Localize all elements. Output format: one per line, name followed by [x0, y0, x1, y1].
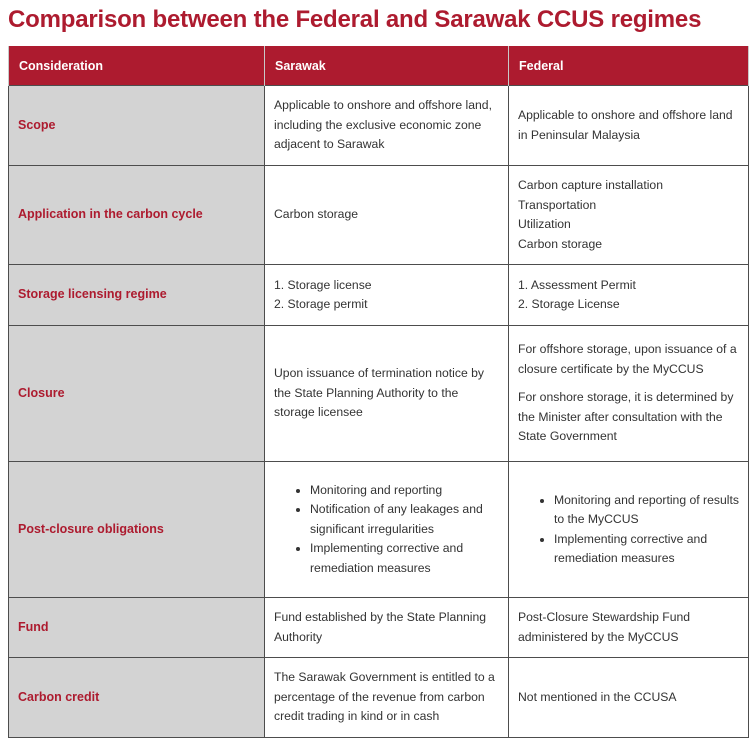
list-item: • Implementing corrective and remediation measures	[310, 539, 499, 578]
row-label-post-closure: Post-closure obligations	[9, 462, 265, 598]
federal-application-line: Utilization	[518, 217, 571, 231]
list-item: • Implementing corrective and remediation measures	[554, 530, 739, 569]
row-label-fund: Fund	[9, 598, 265, 658]
list-item: • Notification of any leakages and significant irregularities	[310, 500, 499, 539]
federal-closure-onshore: For onshore storage, it is determined by the Minister after consultation with the State Government	[518, 390, 734, 444]
federal-cell-closure	[509, 326, 749, 462]
row-label-licensing: Storage licensing regime	[9, 265, 265, 326]
sarawak-cell-fund: Fund established by the State Planning Authority	[265, 598, 509, 658]
table-row	[9, 166, 749, 265]
header-federal: Federal	[509, 46, 749, 86]
sarawak-cell-scope: Applicable to onshore and offshore land, including the exclusive economic zone adjacent to Sarawak	[265, 86, 509, 166]
federal-application-line: Transportation	[518, 197, 597, 212]
row-label-application: Application in the carbon cycle	[9, 166, 265, 265]
federal-application-line: Carbon capture installation	[518, 178, 663, 192]
row-label-scope: Scope	[9, 86, 265, 166]
row-label-carbon-credit: Carbon credit	[9, 658, 265, 738]
sarawak-cell-post-closure	[265, 462, 509, 598]
list-item: • Monitoring and reporting	[310, 481, 499, 501]
header-consideration: Consideration	[9, 46, 265, 86]
sarawak-obligations-list	[274, 481, 499, 579]
sarawak-cell-carbon-credit: The Sarawak Government is entitled to a percentage of the revenue from carbon credit trading in kind or in cash	[265, 658, 509, 738]
table-row	[9, 326, 749, 462]
sarawak-licensing-line: 2. Storage permit	[274, 297, 368, 311]
table-row	[9, 598, 749, 658]
federal-cell-scope: Applicable to onshore and offshore land in Peninsular Malaysia	[509, 86, 749, 166]
federal-cell-licensing	[509, 265, 749, 326]
table-row	[9, 658, 749, 738]
federal-licensing-line: 1. Assessment Permit	[518, 277, 636, 292]
comparison-table	[8, 46, 749, 738]
page-title: Comparison between the Federal and Sarawak CCUS regimes	[8, 6, 702, 33]
sarawak-cell-application: Carbon storage	[265, 166, 509, 265]
federal-cell-application	[509, 166, 749, 265]
list-item: • Monitoring and reporting of results to the MyCCUS	[554, 491, 739, 530]
federal-licensing-line: 2. Storage License	[518, 297, 620, 311]
table-row	[9, 86, 749, 166]
sarawak-cell-closure: Upon issuance of termination notice by the State Planning Authority to the storage licensee	[265, 326, 509, 462]
federal-cell-carbon-credit: Not mentioned in the CCUSA	[509, 658, 749, 738]
federal-cell-post-closure	[509, 462, 749, 598]
header-sarawak: Sarawak	[265, 46, 509, 86]
table-row	[9, 265, 749, 326]
federal-closure-offshore: For offshore storage, upon issuance of a closure certificate by the MyCCUS	[518, 342, 737, 376]
sarawak-cell-licensing	[265, 265, 509, 326]
table-row	[9, 462, 749, 598]
federal-obligations-list	[518, 491, 739, 569]
federal-application-line: Carbon storage	[518, 236, 603, 251]
sarawak-licensing-line: 1. Storage license	[274, 277, 372, 292]
row-label-closure: Closure	[9, 326, 265, 462]
table-header-row	[9, 46, 749, 86]
federal-cell-fund: Post-Closure Stewardship Fund administered by the MyCCUS	[509, 598, 749, 658]
